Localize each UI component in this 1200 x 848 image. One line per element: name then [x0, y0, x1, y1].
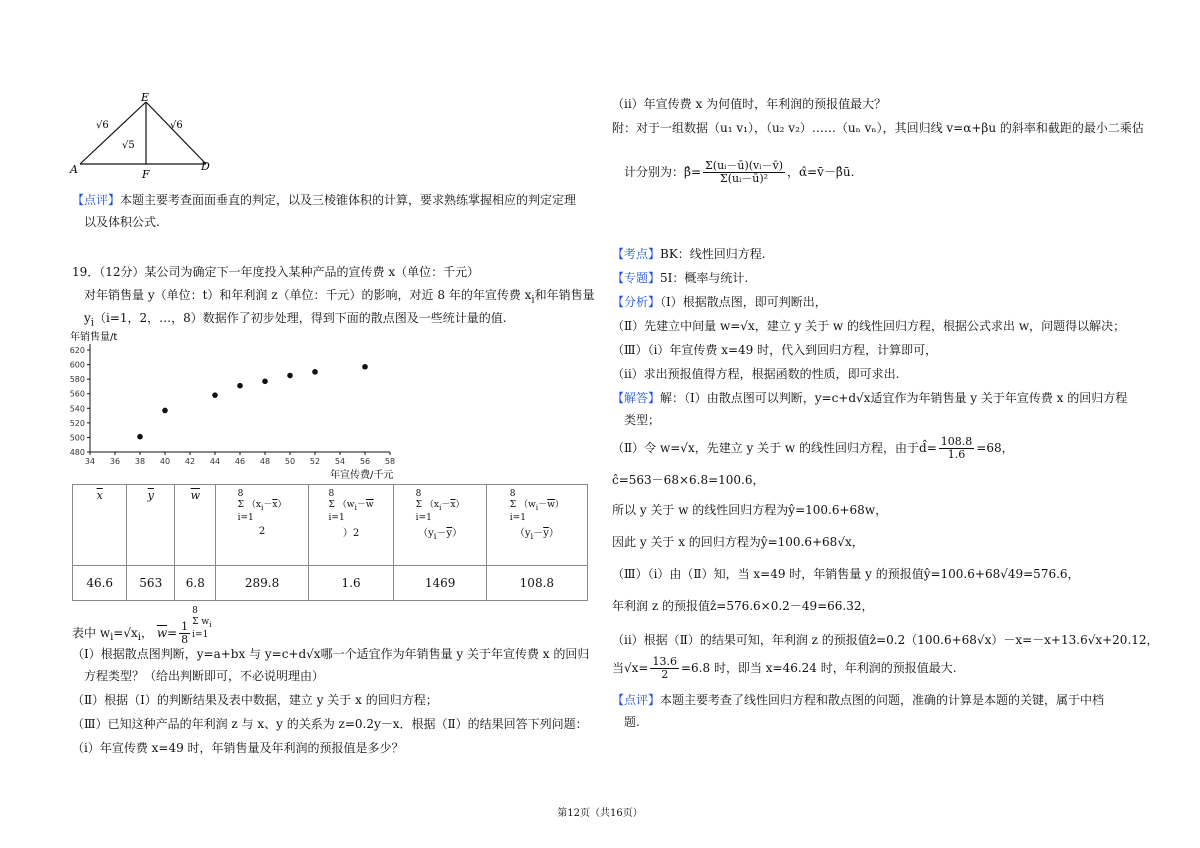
scatter-point — [237, 383, 243, 389]
header-w-bar: $\overline{w}$ — [175, 485, 216, 566]
fenxi-line — [612, 294, 827, 310]
jieda-text-5: 因此 y 关于 x 的回归方程为ŷ=100.6+68√x， — [612, 535, 864, 549]
x-tick-label: 44 — [209, 457, 221, 466]
q19-line-2b: 和年销售量 — [534, 288, 595, 302]
table-cell: 46.6 — [73, 566, 127, 601]
x-tick-label: 40 — [159, 457, 171, 466]
label-sqrt6-left: √6 — [96, 120, 109, 131]
jieda-2-numerator: 108.8 — [940, 435, 973, 448]
fenxi-text-3: （Ⅲ）（i）年宣传费 x=49 时，代入到回归方程，计算即可， — [612, 343, 938, 357]
comment-text-2: 以及体积公式. — [84, 215, 160, 229]
table-note-a: 表中 w — [72, 625, 111, 640]
jieda-text-3: ĉ=563－68×6.8=100.6， — [612, 473, 765, 487]
y-tick-label: 540 — [69, 404, 85, 414]
table-note-b: =√x — [113, 625, 138, 640]
zhuanti-line — [612, 270, 748, 286]
jieda-text-4: 所以 y 关于 w 的线性回归方程为ŷ=100.6+68w， — [612, 503, 888, 517]
scatter-point — [362, 364, 368, 370]
y-tick-label: 560 — [69, 389, 85, 399]
triangle-figure — [60, 92, 220, 182]
jieda-line — [612, 390, 1127, 406]
x-tick-label: 38 — [134, 457, 146, 466]
zhuanti-text: 5I：概率与统计. — [660, 271, 749, 285]
x-tick-label: 56 — [359, 457, 371, 466]
table-cell: 1469 — [394, 566, 486, 601]
q19-line-3: $y_i(i=1$，2，…，8）数据作了初步处理，得到下面的散点图及一些统计量的值. — [84, 311, 507, 329]
right-comment-text-1: 本题主要考查了线性回归方程和散点图的问题，准确的计算是本题的关键，属于中档 — [660, 693, 1105, 707]
kaodian-text: BK：线性回归方程. — [660, 247, 766, 261]
jieda-text-2b: =68， — [976, 441, 1014, 455]
table-note: 表中 $w_i=√x_i$， $\overline{w}=$ $\frac{1}{8}$ 8 Σ $w_i$ i=1 — [72, 606, 212, 646]
x-axis-label: 年宣传费/千元 — [330, 470, 394, 481]
page-footer: 第12页（共16页） — [557, 808, 643, 819]
header-sum-wy: 8 Σ $(w_i-\overline{w})$ i=1 $(y_i-\overline{y})$ — [486, 485, 587, 566]
scatter-point — [162, 408, 168, 414]
jieda-text-7: 年利润 z 的预报值ẑ=576.6×0.2－49=66.32， — [612, 599, 874, 613]
q19-line-3a: y — [84, 311, 91, 325]
y-axis-label: 年销售量/t — [70, 332, 118, 343]
x-tick-label: 46 — [234, 457, 246, 466]
jieda-line-2: （Ⅱ）令 w=√x，先建立 y 关于 w 的线性回归方程，由于d̂= $\frac{108.8}{1.6}$ =68， — [612, 435, 1014, 461]
y-tick-label: 480 — [69, 448, 85, 457]
label-a: A — [70, 163, 78, 176]
q19-line-2-text: 对年销售量 y（单位：t）和年利润 z（单位：千元）的影响，对近 8 年的年宣传费 x — [84, 288, 532, 302]
label-e: E — [141, 92, 150, 104]
q3i-line: （i）年宣传费 x=49 时，年销售量及年利润的预报值是多少？ — [72, 741, 404, 755]
x-tick-label: 48 — [259, 457, 271, 466]
table-cell: 563 — [127, 566, 175, 601]
label-sqrt5: √5 — [122, 140, 135, 151]
jieda-text-2a: （Ⅱ）令 w=√x，先建立 y 关于 w 的线性回归方程，由于 — [612, 441, 920, 455]
y-tick-label: 600 — [69, 360, 85, 370]
beta-denominator: Σ(uᵢ－ū)² — [719, 172, 769, 185]
jieda-text-1b: 类型； — [624, 413, 661, 427]
fenxi-text-2: （Ⅱ）先建立中间量 w=√x，建立 y 关于 w 的线性回归方程，根据公式求出 w，问题得以解决； — [612, 319, 1126, 333]
kaodian-tag: 【考点】 — [612, 247, 661, 261]
table-cell: 6.8 — [175, 566, 216, 601]
y-tick-label: 520 — [69, 418, 85, 428]
scatter-point — [137, 434, 143, 440]
jieda-9-numerator: 13.6 — [652, 655, 677, 668]
table-cell: 108.8 — [486, 566, 587, 601]
x-tick-label: 42 — [184, 457, 196, 466]
x-tick-label: 50 — [284, 457, 296, 466]
scatter-point — [212, 392, 218, 398]
x-tick-label: 36 — [109, 457, 121, 466]
x-tick-label: 34 — [84, 457, 96, 466]
x-tick-label: 52 — [309, 457, 321, 466]
jieda-9-denominator: 2 — [661, 668, 669, 681]
y-tick-label: 500 — [69, 433, 85, 443]
fenxi-tag: 【分析】 — [612, 295, 661, 309]
y-tick-label: 580 — [69, 375, 85, 385]
jieda-line-9 — [612, 656, 957, 681]
alpha-hat: ，α̂=v̄－β̂ū. — [786, 165, 855, 179]
header-sum-w: 8 Σ （$w_i-\overline{w}$ i=1 ）2 — [308, 485, 394, 566]
kaodian-line — [612, 246, 766, 262]
jieda-text-1: 解：（Ⅰ）由散点图可以判断，y=c+d√x适宜作为年销售量 y 关于年宣传费 x 的回归方程 — [660, 391, 1128, 405]
q1-line-2: 方程类型？（给出判断即可，不必说明理由） — [84, 669, 325, 683]
jieda-text-9a: 当√x= — [612, 661, 649, 675]
scatter-point — [262, 379, 268, 385]
header-sum-xy: 8 Σ $(x_i-\overline{x})$ i=1 $(y_i-\overline{y})$ — [394, 485, 486, 566]
table-cell: 1.6 — [308, 566, 394, 601]
beta-numerator: Σ(uᵢ－ū)(vᵢ－v̄) — [705, 159, 783, 172]
right-comment-text-2: 题. — [624, 715, 640, 729]
label-sqrt6-right: √6 — [170, 120, 183, 131]
fenxi-text-1: （Ⅰ）根据散点图，即可判断出， — [660, 295, 827, 309]
zhuanti-tag: 【专题】 — [612, 271, 661, 285]
x-tick-label: 58 — [384, 457, 396, 466]
jieda-text-9b: =6.8 时，即当 x=46.24 时，年利润的预报值最大. — [680, 661, 957, 675]
scatter-point — [312, 369, 318, 375]
appendix-line-1: 附：对于一组数据（u₁ v₁），（u₂ v₂）……（uₙ vₙ），其回归线 v=α+βu 的斜率和截距的最小二乘估 — [612, 121, 1144, 135]
q19-line-3b: （i=1，2，…，8）数据作了初步处理，得到下面的散点图及一些统计量的值. — [93, 311, 507, 325]
label-d: D — [201, 160, 210, 173]
right-comment-line — [612, 692, 1104, 708]
header-x-bar: $\overline{x}$ — [73, 485, 127, 566]
scatter-point — [287, 373, 293, 379]
comment-tag: 【点评】 — [72, 193, 121, 207]
jieda-text-6: （Ⅲ）（i）由（Ⅱ）知，当 x=49 时，年销售量 y 的预报值ŷ=100.6+68√49=576.6， — [612, 567, 1080, 581]
jieda-text-8: （ii）根据（Ⅱ）的结果可知，年利润 z 的预报值ẑ=0.2（100.6+68√x）－x=－x+13.6√x+20.12， — [612, 633, 1159, 647]
scatter-chart — [60, 328, 420, 484]
right-comment-tag: 【点评】 — [612, 693, 661, 707]
formula-label: 计分别为： — [624, 165, 685, 179]
right-q3ii: （ii）年宣传费 x 为何值时，年利润的预报值最大？ — [612, 97, 887, 111]
q19-line-1: 19．（12分）某公司为确定下一年度投入某种产品的宣传费 x（单位：千元） — [72, 265, 480, 279]
y-tick-label: 620 — [69, 346, 85, 355]
header-y-bar: $\overline{y}$ — [127, 485, 175, 566]
table-note-c: ， — [140, 625, 153, 640]
label-f: F — [142, 168, 150, 181]
appendix-formula — [624, 160, 854, 185]
stats-table — [72, 484, 588, 601]
q19-line-2: 对年销售量 y（单位：t）和年利润 z（单位：千元）的影响，对近 8 年的年宣传费 $x_i$和年销售量 — [84, 288, 595, 306]
x-tick-label: 54 — [334, 457, 346, 466]
jieda-2-denominator: 1.6 — [947, 448, 966, 461]
left-comment — [72, 192, 576, 208]
q3-line: （Ⅲ）已知这种产品的年利润 z 与 x、y 的关系为 z=0.2y－x．根据（Ⅱ）的结果回答下列问题： — [72, 717, 588, 731]
beta-hat: β̂= — [684, 165, 702, 179]
table-cell: 289.8 — [216, 566, 308, 601]
header-sum-x: 8 Σ $(x_i-\overline{x})$ i=1 2 — [216, 485, 308, 566]
jieda-tag: 【解答】 — [612, 391, 661, 405]
q2-line: （Ⅱ）根据（Ⅰ）的判断结果及表中数据，建立 y 关于 x 的回归方程； — [72, 693, 438, 707]
comment-text: 本题主要考查面面垂直的判定，以及三棱锥体积的计算，要求熟练掌握相应的判定定理 — [120, 193, 577, 207]
q1-line-1: （Ⅰ）根据散点图判断，y=a+bx 与 y=c+d√x哪一个适宜作为年销售量 y 关于年宣传费 x 的回归 — [72, 647, 590, 661]
fenxi-text-4: （ii）求出预报值得方程，根据函数的性质，即可求出. — [612, 367, 900, 381]
